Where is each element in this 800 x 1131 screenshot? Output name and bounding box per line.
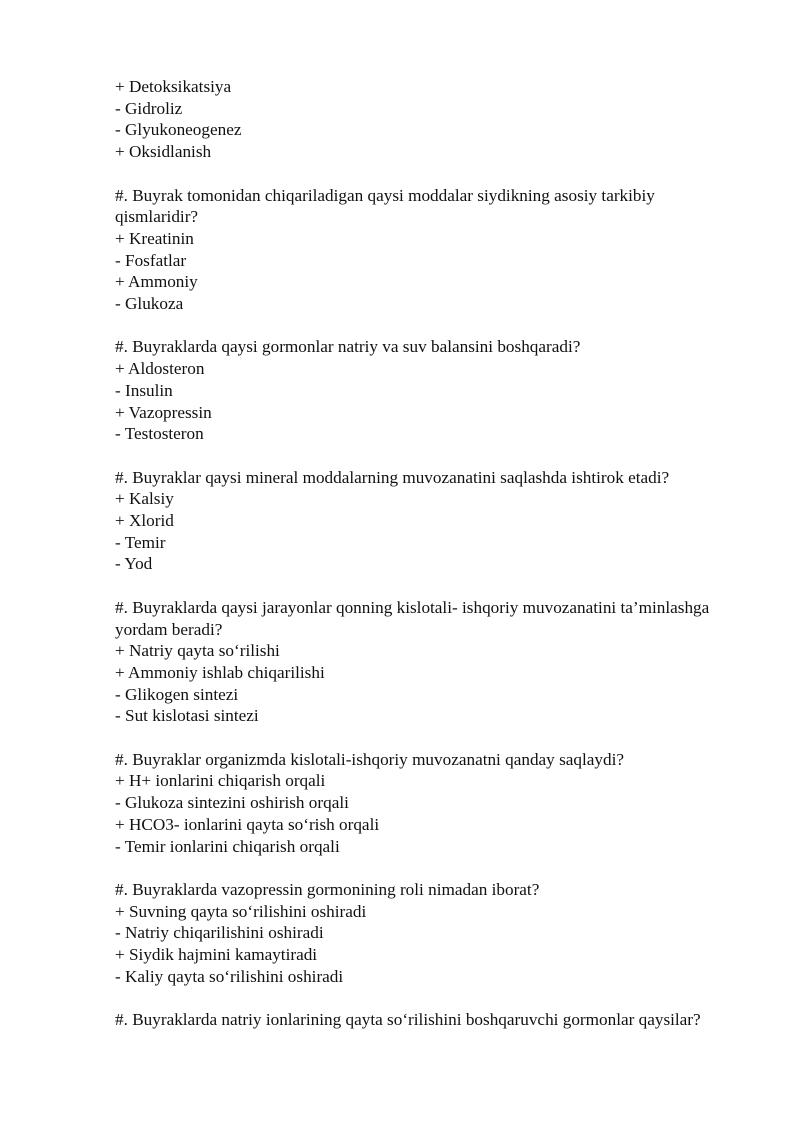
question-block <box>115 1009 735 1031</box>
question-block <box>115 879 735 988</box>
paragraph-gap <box>115 575 735 597</box>
paragraph-gap <box>115 727 735 749</box>
question-text: #. Buyraklar organizmda kislotali-ishqoriy muvozanatni qanday saqlaydi? <box>115 749 624 769</box>
question-text: #. Buyraklarda natriy ionlarining qayta so‘rilishini boshqaruvchi gormonlar qaysilar? <box>115 1010 701 1030</box>
answer-option: + Suvning qayta so‘rilishini oshiradi <box>115 901 367 921</box>
paragraph-gap <box>115 987 735 1009</box>
answer-option: - Temir <box>115 532 166 552</box>
answer-option: - Natriy chiqarilishini oshiradi <box>115 923 324 943</box>
document-body <box>115 76 735 1031</box>
question-text: #. Buyraklarda qaysi gormonlar natriy va suv balansini boshqaradi? <box>115 337 581 357</box>
answer-option: - Glukoza sintezini oshirish orqali <box>115 793 349 813</box>
answer-option: - Glukoza <box>115 294 184 314</box>
answer-option: - Yod <box>115 554 153 574</box>
answer-option: + HCO3- ionlarini qayta so‘rish orqali <box>115 814 380 834</box>
answer-option: - Glyukoneogenez <box>115 120 242 140</box>
answer-option: + Natriy qayta so‘rilishi <box>115 641 280 661</box>
question-text: #. Buyrak tomonidan chiqariladigan qaysi moddalar siydikning asosiy tarkibiy qismlaridir? <box>115 185 655 227</box>
answer-option: + Ammoniy <box>115 272 198 292</box>
paragraph-gap <box>115 857 735 879</box>
question-block <box>115 185 735 315</box>
answer-option: - Fosfatlar <box>115 250 187 270</box>
answer-option: - Temir ionlarini chiqarish orqali <box>115 836 340 856</box>
answer-option: - Kaliy qayta so‘rilishini oshiradi <box>115 966 344 986</box>
answer-option: - Insulin <box>115 380 173 400</box>
answer-option: + Kalsiy <box>115 489 174 509</box>
answer-option: + Vazopressin <box>115 402 212 422</box>
answer-option: + Xlorid <box>115 511 174 531</box>
question-text: #. Buyraklar qaysi mineral moddalarning muvozanatini saqlashda ishtirok etadi? <box>115 467 670 487</box>
question-block <box>115 597 735 727</box>
question-text: #. Buyraklarda qaysi jarayonlar qonning kislotali- ishqoriy muvozanatini ta’minlashga yordam beradi? <box>115 597 710 639</box>
question-block <box>115 749 735 858</box>
answer-option: + Kreatinin <box>115 228 194 248</box>
answer-option: - Gidroliz <box>115 98 183 118</box>
question-text: #. Buyraklarda vazopressin gormonining roli nimadan iborat? <box>115 879 540 899</box>
answer-option: + Aldosteron <box>115 359 205 379</box>
paragraph-gap <box>115 315 735 337</box>
answer-option: + Ammoniy ishlab chiqarilishi <box>115 662 325 682</box>
answer-option: + Siydik hajmini kamaytiradi <box>115 945 318 965</box>
paragraph-gap <box>115 445 735 467</box>
paragraph-gap <box>115 163 735 185</box>
answer-option: - Sut kislotasi sintezi <box>115 706 259 726</box>
answer-option: - Testosteron <box>115 424 204 444</box>
answer-option: + Detoksikatsiya <box>115 77 232 96</box>
question-block <box>115 336 735 445</box>
question-block <box>115 467 735 576</box>
answer-option: + H+ ionlarini chiqarish orqali <box>115 771 326 791</box>
leading-options <box>115 76 735 163</box>
answer-option: + Oksidlanish <box>115 142 212 162</box>
answer-option: - Glikogen sintezi <box>115 684 239 704</box>
